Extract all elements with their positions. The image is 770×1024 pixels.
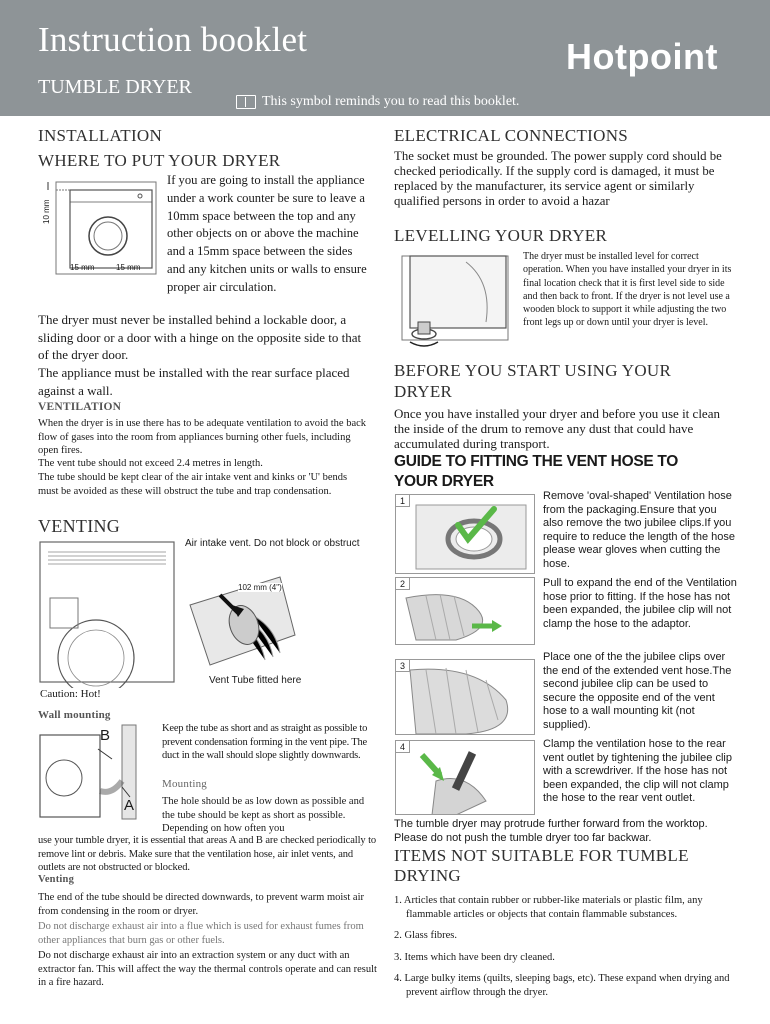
product-subtitle: TUMBLE DRYER [38, 76, 192, 98]
step-2-text: Pull to expand the end of the Ventilation hose prior to fitting. If the hose has not been expanded, the jubilee clip will not clamp the hose to the adaptor. [543, 577, 737, 630]
vent-tube-figure [180, 565, 302, 677]
levelling-heading: LEVELLING YOUR DRYER [394, 226, 608, 245]
wall-text: Keep the tube as short and as straight as possible to prevent condensation forming in the vent pipe. The duct in the wall should slope slightly downwards. [162, 723, 368, 761]
before-heading-2: DRYER [394, 382, 453, 401]
mounting-text-2: use your tumble dryer, it is essential that areas A and B are checked periodically to remove lint or debris. Make sure that the ventilation hose, air inlet vents, and outlets are not obstructed or blocked. [38, 835, 377, 873]
wall-mount-diagram [38, 723, 156, 821]
label-a: A [124, 797, 135, 814]
step-4-number: 4 [396, 741, 410, 753]
list-item: 2. Glass fibres. [394, 930, 457, 941]
where-text: If you are going to install the appliance under a work counter be sure to leave a 10mm space between the top and any other objects on or above the machine and a 15mm space between the sides and any kitchen units or walls to ensure proper air circulation. [167, 173, 367, 294]
mounting-heading: Mounting [162, 778, 207, 790]
items-heading-2: DRYING [394, 866, 461, 885]
step-3-text: Place one of the the jubilee clips over the end of the extended vent hose.The second jubilee clip can be used to secure the opposite end of the vent hose to a wall mounting kit (not supplied). [543, 651, 732, 731]
protrude-text: The tumble dryer may protrude further forward from the worktop. Please do not push the tumble dryer too far backwar. [394, 818, 708, 844]
list-item: 4. Large bulky items (quilts, sleeping bags, etc). These expand when drying and prevent airflow through the dryer. [394, 973, 730, 998]
installation-heading: INSTALLATION [38, 126, 163, 145]
step-4-text: Clamp the ventilation hose to the rear vent outlet by tightening the jubilee clip with a screwdriver. If the hose has not been expanded, the clip will not clamp the hose to the rear vent outlet. [543, 738, 732, 805]
label-b: B [100, 727, 111, 744]
electrical-text: The socket must be grounded. The power supply cord should be checked periodically. If the supply cord is damaged, it must be replaced by the manufacturer, its service agent or similarly qualified persons in order to avoid a hazar [394, 149, 722, 208]
caution-label: Caution: Hot! [40, 688, 101, 700]
venting-heading: VENTING [38, 516, 121, 536]
air-intake-label: Air intake vent. Do not block or obstruct [185, 538, 360, 549]
vent-tube-label: Vent Tube fitted here [209, 675, 302, 686]
before-text: Once you have installed your dryer and before you use it clean the inside of the drum to remove any dust that could have accumulated during transport. [394, 406, 720, 451]
electrical-heading: ELECTRICAL CONNECTIONS [394, 126, 629, 145]
where-figure [42, 176, 158, 276]
page-title: Instruction booklet [38, 20, 308, 59]
header-banner [0, 0, 770, 116]
hose-expand-diagram [396, 578, 535, 645]
unsuitable-items-list [394, 894, 744, 1007]
guide-heading-2: YOUR DRYER [394, 473, 494, 490]
guide-heading-1: GUIDE TO FITTING THE VENT HOSE TO [394, 453, 679, 470]
rear-vent-diagram [38, 538, 178, 688]
exhaust-gray-text: Do not discharge exhaust air into a flue which is used for exhaust fumes from other appliances that burn gas or other fuels. [38, 921, 364, 946]
list-item: 1. Articles that contain rubber or rubber-like materials or plastic film, any flammable articles or objects that contain flammable substances. [394, 895, 703, 920]
venting-figure [38, 538, 178, 688]
brand-logo: Hotpoint [566, 36, 718, 77]
where-heading: WHERE TO PUT YOUR DRYER [38, 151, 281, 170]
step-1-number: 1 [396, 495, 410, 507]
step-2-number: 2 [396, 578, 410, 590]
hose-coil-diagram [396, 495, 535, 574]
dim-left-label: 15 mm [70, 263, 95, 272]
ventilation-text-1: When the dryer is in use there has to be adequate ventilation to avoid the back flow of gases into the room from appliances burning other fuels, including open fires. [38, 418, 367, 456]
ventilation-text-3: The tube should be kept clear of the air intake vent and kinks or 'U' bends must be avoided as these will obstruct the tube and trap condensation. [38, 472, 348, 497]
clamp-hose-diagram [396, 741, 535, 815]
step-2-figure [395, 577, 535, 645]
vent-tube-diagram [180, 565, 302, 677]
ventilation-text-2: The vent tube should not exceed 2.4 metres in length. [38, 458, 263, 469]
levelling-diagram [396, 252, 514, 350]
vent-dim-label: 102 mm (4") [238, 583, 282, 592]
exhaust-text: Do not discharge exhaust air into an extraction system or any duct with an extractor fan. This will affect the way the thermal controls operate and can result in a fire hazard. [38, 950, 377, 988]
symbol-note-text: This symbol reminds you to read this booklet. [262, 94, 520, 109]
venting-subheading: Venting [38, 874, 75, 885]
items-heading-1: ITEMS NOT SUITABLE FOR TUMBLE [394, 846, 689, 865]
never-text: The dryer must never be installed behind a lockable door, a sliding door or a door with a hinge on the opposite side to that of the dryer door. [38, 312, 362, 362]
dim-right-label: 15 mm [116, 263, 141, 272]
step-1-text: Remove 'oval-shaped' Ventilation hose from the packaging.Ensure that you also remove the two jubilee clips.If you require to reduce the length of the hose please wear gloves when cutting the hose. [543, 490, 736, 570]
step-4-figure [395, 740, 535, 815]
symbol-note [236, 94, 519, 110]
dim-top-label: 10 mm [42, 199, 51, 224]
book-icon [236, 95, 256, 109]
mounting-text-1: The hole should be as low down as possible and the tube should be kept as short as possible. Depending on how often you [162, 796, 365, 834]
jubilee-clip-diagram [396, 660, 535, 735]
before-heading-1: BEFORE YOU START USING YOUR [394, 361, 672, 380]
venting-text: The end of the tube should be directed downwards, to prevent warm moist air from condensing in the room or dryer. [38, 892, 364, 917]
wall-mounting-heading: Wall mounting [38, 709, 111, 721]
list-item: 3. Items which have been dry cleaned. [394, 951, 555, 963]
levelling-text: The dryer must be installed level for correct operation. When you have installed your dryer in its final location check that it is first level side to side and then back to front. If the dryer is not level use a wooden block to support it while adjusting the two front legs up or down until your dryer is level. [523, 251, 732, 329]
ventilation-heading: VENTILATION [38, 401, 122, 413]
levelling-figure [396, 252, 514, 350]
step-1-figure [395, 494, 535, 574]
dryer-clearance-diagram [42, 176, 158, 276]
rear-text: The appliance must be installed with the rear surface placed against a wall. [38, 365, 350, 398]
wall-mount-figure [38, 723, 156, 821]
step-3-figure [395, 659, 535, 735]
step-3-number: 3 [396, 660, 410, 672]
